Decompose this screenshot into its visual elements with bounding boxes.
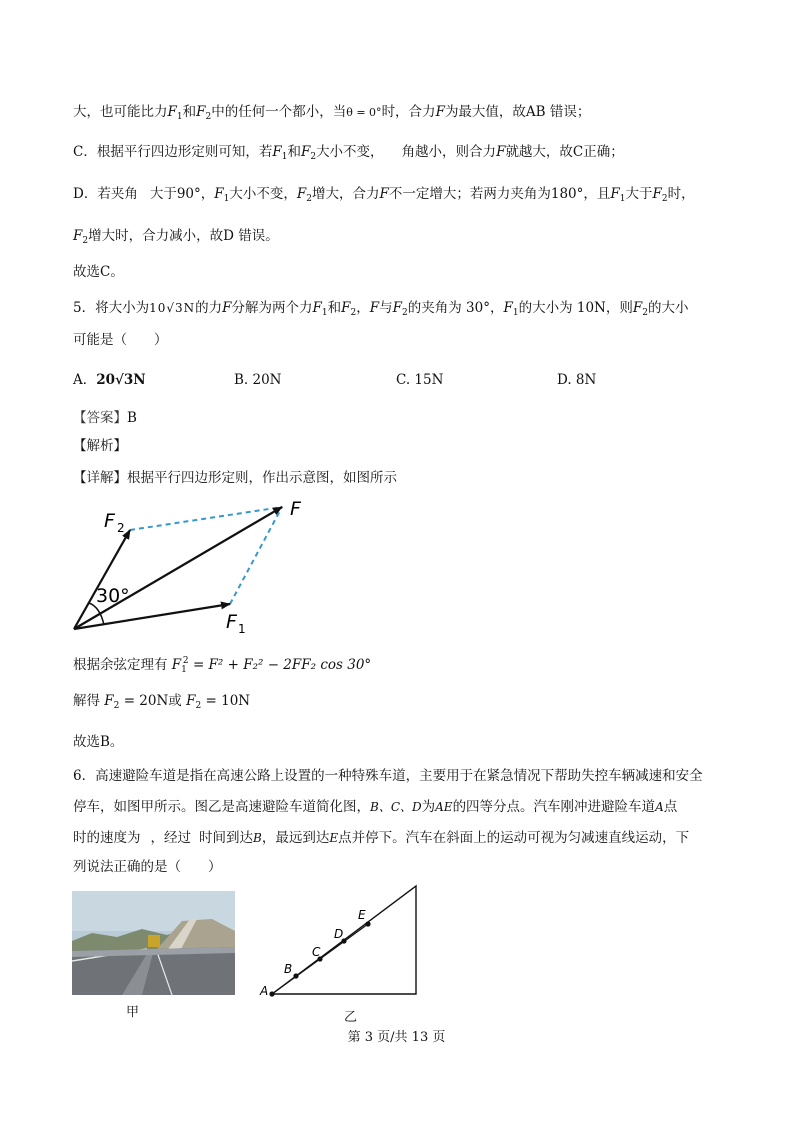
caption-yi: 乙 [344,1010,358,1025]
dashed-line-top [130,507,282,530]
text-line-4: $F_2$增大时，合力减小，故D 错误。 [73,228,279,246]
detail: 【详解】根据平行四边形定则，作出示意图，如图所示 [73,470,397,486]
option-d: D. 8N [557,372,597,388]
page-footer: 第 3 页/共 13 页 [347,1030,446,1045]
text-line-5: 故选C。 [73,264,124,280]
label-e: E [358,908,366,922]
label-f2: F [104,510,115,532]
label-f1: F [226,611,237,633]
text-line-2: C．根据平行四边形定则可知，若$F_1$和$F_2$大小不变， 角越小，则合力F就越大，故C正确； [73,144,624,162]
cosine-law: 根据余弦定理有 $F_1^2 = F^2 + F_2^2 - 2FF_2$ cos 30° [73,656,372,675]
point-b [293,973,298,978]
option-c: C. 15N [396,372,444,388]
option-b: B. 20N [234,372,282,388]
analysis-label: 【解析】 [73,438,127,454]
question-6-line-4: 列说法正确的是（ ） [73,859,222,875]
question-6-line-3: 时的速度为 ，经过 时间到达B，最远到达E点并停下。汽车在斜面上的运动可视为匀减速直线运动，下 [73,830,690,846]
question-6-line-1: 6．高速避险车道是指在高速公路上设置的一种特殊车道，主要用于在紧急情况下帮助失控车辆减速和安全 [73,768,703,784]
point-e [365,921,370,926]
incline-diagram [256,882,426,1000]
label-a: A [260,984,269,998]
option-a: A．20√3N [73,372,146,388]
answer: 【答案】B [73,410,137,426]
text-line-1: 大，也可能比力$F_1$和$F_2$中的任何一个都小，当θ = 0°时，合力F为最大值，故AB 错误； [73,104,591,122]
caption-jia: 甲 [126,1005,140,1020]
label-f2-sub: 2 [117,521,125,535]
angle-label: 30° [96,585,130,607]
force-diagram [60,495,320,640]
label-f: F [290,498,301,520]
vector-f2 [74,530,130,629]
label-d: D [334,927,344,941]
choose-b: 故选B。 [73,734,124,750]
solution: 解得 $F_2 = 20N$或 $F_2 = 10N$ [73,693,251,711]
question-6-line-2: 停车，如图甲所示。图乙是高速避险车道简化图，B、C、D为AE的四等分点。汽车刚冲进避险车道A点 [73,799,678,815]
escape-lane-photo [72,891,235,995]
label-c: C [312,945,321,959]
question-5-line-1: 5．将大小为10√3N的力F分解为两个力$F_1$和$F_2$，F与$F_2$的夹角为 30°，$F_1$的大小为 10N，则$F_2$的大小 [73,300,689,318]
label-b: B [284,962,293,976]
point-a [269,991,274,996]
text-line-3: D．若夹角 大于90°，$F_1$大小不变，$F_2$增大，合力F不一定增大；若两力夹角为180°，且$F_1$大于$F_2$时， [73,186,695,204]
label-f1-sub: 1 [238,622,246,636]
question-5-line-2: 可能是（ ） [73,332,168,348]
